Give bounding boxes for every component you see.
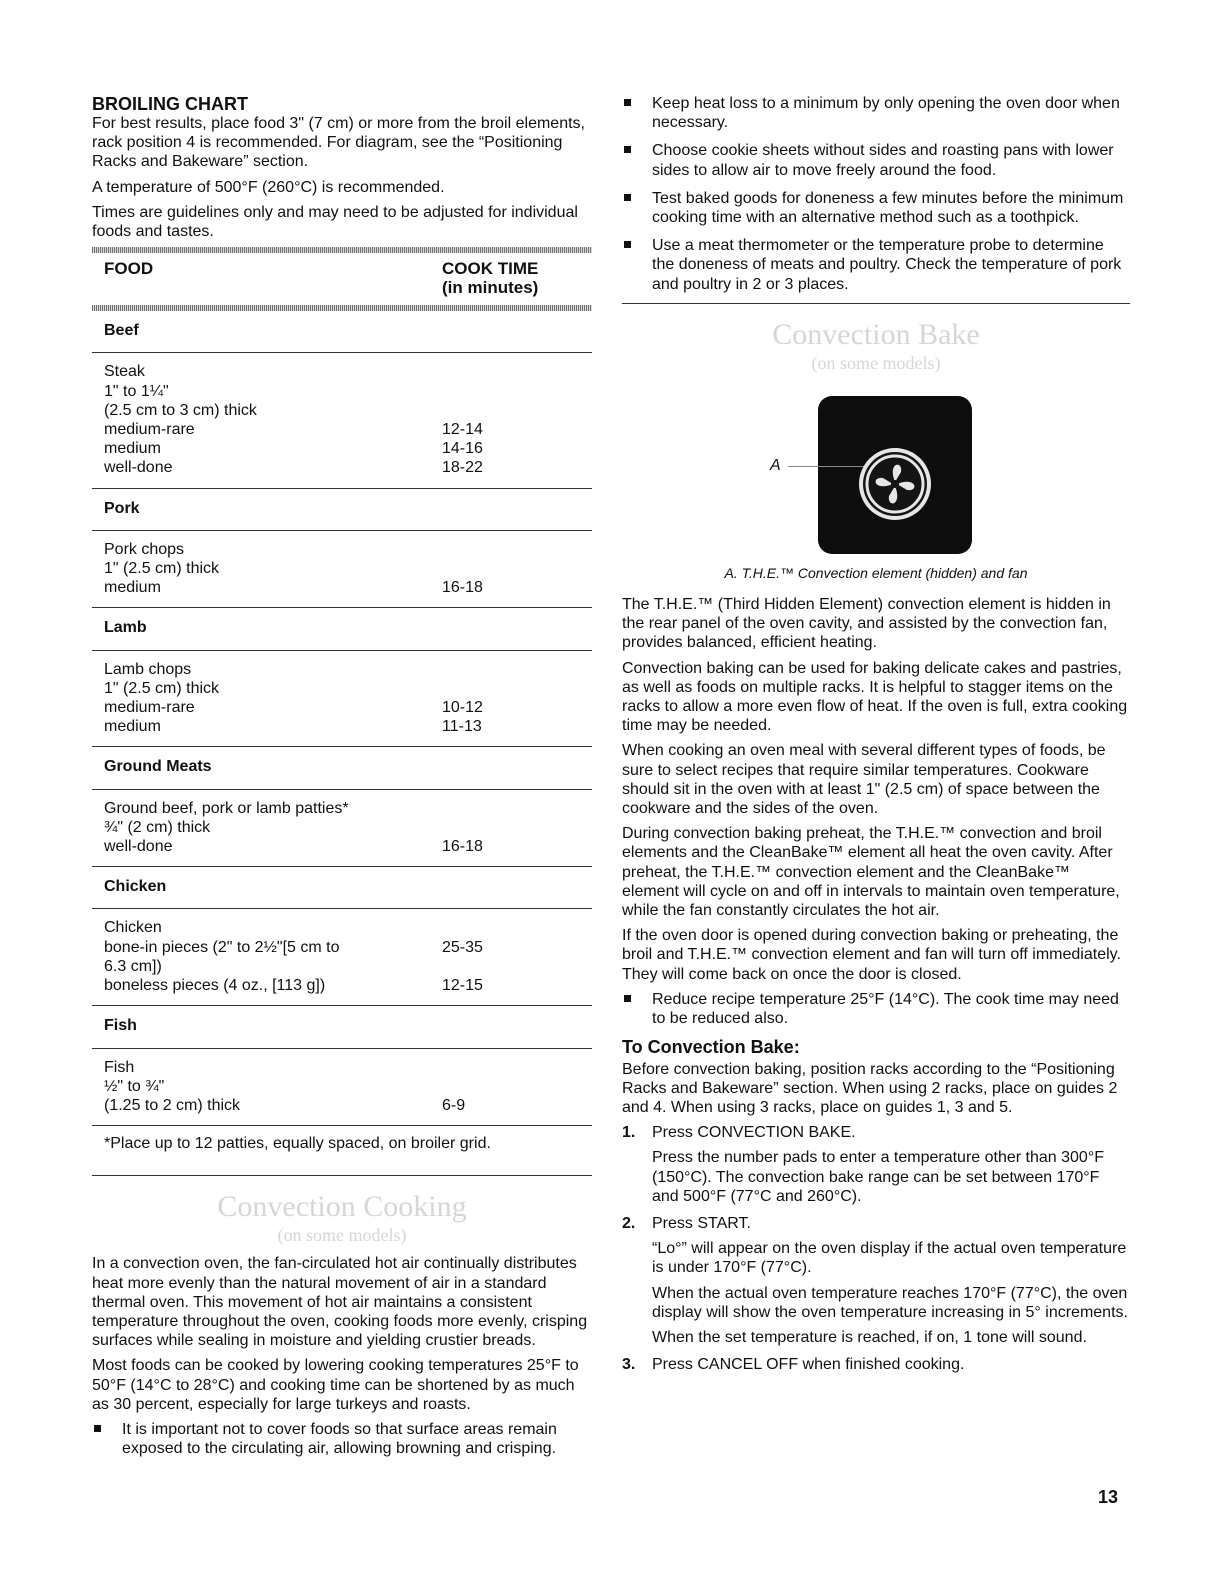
cook-time-cell: 6-9 bbox=[442, 1096, 466, 1114]
cook-time-cell: 12-14 bbox=[442, 421, 483, 439]
bullet-square-icon bbox=[624, 995, 631, 1002]
food-cell: medium bbox=[104, 579, 161, 597]
food-group-header: Pork bbox=[92, 489, 592, 531]
table-row bbox=[104, 540, 592, 559]
col-time-label: COOK TIME bbox=[442, 259, 539, 279]
table-row bbox=[104, 420, 592, 439]
bullet-text: Test baked goods for doneness a few minutes before the minimum cooking time with an alternative method such as a toothpick. bbox=[652, 189, 1124, 227]
step-text: Press CONVECTION BAKE. bbox=[652, 1124, 856, 1142]
cook-time-cell bbox=[442, 818, 592, 837]
food-cell: Steak bbox=[104, 363, 145, 381]
bullet-square-icon bbox=[624, 194, 631, 201]
food-group-body bbox=[92, 909, 592, 1006]
convection-bake-para-2: Convection baking can be used for baking delicate cakes and pastries, as well as foods on multiple racks. It is helpful to stagger items on the racks to allow a more even flow of heat. If the oven is full, extra cooking time may be needed. bbox=[622, 659, 1128, 735]
convection-cooking-subtitle: (on some models) bbox=[277, 1225, 407, 1246]
convection-bake-steps bbox=[622, 1123, 1130, 1374]
table-row bbox=[104, 679, 592, 698]
cook-time-cell bbox=[442, 401, 592, 420]
table-row bbox=[104, 1077, 592, 1096]
food-group-body bbox=[92, 353, 592, 488]
cook-time-cell: 12-15 bbox=[442, 977, 483, 995]
step-number: 3. bbox=[622, 1356, 636, 1374]
section-divider bbox=[622, 303, 1130, 304]
bullet-square-icon bbox=[624, 241, 631, 248]
cook-time-cell: 10-12 bbox=[442, 699, 483, 717]
step-detail-text: When the set temperature is reached, if on, 1 tone will sound. bbox=[652, 1328, 1087, 1346]
baking-tips-bullets bbox=[622, 94, 1130, 294]
cook-time-cell: 14-16 bbox=[442, 440, 483, 458]
list-item bbox=[622, 94, 1130, 132]
table-row bbox=[104, 401, 592, 420]
table-row bbox=[104, 559, 592, 578]
table-row bbox=[104, 717, 592, 736]
table-row bbox=[104, 1096, 592, 1115]
table-row bbox=[104, 837, 592, 856]
food-cell: ½" to ¾" bbox=[104, 1077, 165, 1095]
convection-bake-title: Convection Bake bbox=[772, 317, 980, 351]
bullet-text: It is important not to cover foods so that surface areas remain exposed to the circulating air, allowing browning and crisping. bbox=[122, 1420, 557, 1458]
table-row bbox=[104, 698, 592, 717]
food-group-header: Ground Meats bbox=[92, 747, 592, 789]
food-cell: 1" to 1¼" bbox=[104, 382, 169, 400]
table-row bbox=[104, 439, 592, 458]
food-group-body bbox=[92, 651, 592, 748]
right-column bbox=[622, 94, 1130, 1382]
step-item bbox=[622, 1214, 1130, 1347]
step-detail-text: Press the number pads to enter a temperature other than 300°F (150°C). The convection bake range can be set between 170°F and 500°F (77°C and 260°C). bbox=[652, 1149, 1104, 1205]
food-cell: boneless pieces (4 oz., [113 g]) bbox=[104, 977, 326, 995]
food-cell: (1.25 to 2 cm) thick bbox=[104, 1096, 241, 1114]
food-cell: medium-rare bbox=[104, 421, 195, 439]
convection-fan-icon bbox=[863, 452, 927, 516]
cook-time-cell: 16-18 bbox=[442, 579, 483, 597]
food-cell: medium bbox=[104, 440, 161, 458]
table-row bbox=[104, 362, 592, 381]
cook-time-cell bbox=[442, 362, 592, 381]
list-item bbox=[622, 189, 1130, 227]
food-group-header: Beef bbox=[92, 311, 592, 353]
bullet-text: Choose cookie sheets without sides and roasting pans with lower sides to allow air to move freely around the food. bbox=[652, 142, 1114, 179]
broiling-intro-3: Times are guidelines only and may need to be adjusted for individual foods and tastes. bbox=[92, 203, 578, 241]
food-cell: Chicken bbox=[104, 919, 162, 937]
food-cell: well-done bbox=[104, 838, 173, 856]
bullet-square-icon bbox=[624, 146, 631, 153]
convection-bake-subtitle: (on some models) bbox=[811, 352, 941, 373]
cook-time-cell bbox=[442, 382, 592, 401]
food-cell: (2.5 cm to 3 cm) thick bbox=[104, 401, 257, 419]
food-group-header: Fish bbox=[92, 1006, 592, 1048]
food-cell: Lamb chops bbox=[104, 660, 192, 678]
cook-time-cell bbox=[442, 799, 592, 818]
callout-leader-line bbox=[788, 466, 868, 467]
broiling-intro-1: For best results, place food 3" (7 cm) or more from the broil elements, rack position 4 is recommended. For diagram, see the “Positioning Racks and Bakeware” section. bbox=[92, 115, 585, 171]
table-row bbox=[104, 818, 592, 837]
step-text: Press CANCEL OFF when finished cooking. bbox=[652, 1356, 965, 1374]
cook-time-cell bbox=[442, 918, 592, 937]
convection-cooking-title: Convection Cooking bbox=[217, 1190, 467, 1224]
bullet-square-icon bbox=[624, 99, 631, 106]
col-time-header bbox=[442, 259, 538, 297]
broiling-intro-2: A temperature of 500°F (260°C) is recommended. bbox=[92, 178, 445, 196]
food-cell: 1" (2.5 cm) thick bbox=[104, 679, 220, 697]
broiling-table-body bbox=[92, 311, 592, 1126]
list-item bbox=[622, 236, 1130, 294]
callout-label-a: A bbox=[770, 456, 781, 474]
bullet-text: Keep heat loss to a minimum by only opening the oven door when necessary. bbox=[652, 95, 1120, 132]
convection-cooking-bullets bbox=[92, 1420, 592, 1458]
bullet-text: Use a meat thermometer or the temperature probe to determine the doneness of meats and poultry. Check the temperature of pork and poultry in 2 or 3 places. bbox=[652, 237, 1122, 293]
food-group-body bbox=[92, 1049, 592, 1127]
cook-time-cell bbox=[442, 1077, 592, 1096]
col-food-header: FOOD bbox=[104, 259, 154, 279]
cook-time-cell bbox=[442, 540, 592, 559]
cook-time-cell: 11-13 bbox=[442, 718, 482, 736]
convection-fan-figure bbox=[622, 382, 1130, 572]
food-cell: Pork chops bbox=[104, 540, 185, 558]
step-detail-text: “Lo°” will appear on the oven display if the actual oven temperature is under 170°F (77°C). bbox=[652, 1240, 1127, 1277]
step-text: Press START. bbox=[652, 1214, 751, 1232]
bullet-square-icon bbox=[94, 1425, 101, 1432]
table-row bbox=[104, 976, 592, 995]
bullet-text: Reduce recipe temperature 25°F (14°C). The cook time may need to be reduced also. bbox=[652, 990, 1119, 1028]
broiling-chart-title: BROILING CHART bbox=[92, 94, 248, 114]
convection-bake-para-3: When cooking an oven meal with several different types of foods, be sure to select recipes that require similar temperatures. Cookware should sit in the oven with at least 1" (2.5 cm) of space between the cookware and the sides of the oven. bbox=[622, 742, 1106, 818]
to-convection-bake-intro: Before convection baking, position racks according to the “Positioning Racks and Bakeware” section. When using 2 racks, place on guides 2 and 4. When using 3 racks, place on guides 1, 3 and 5. bbox=[622, 1060, 1118, 1116]
list-item bbox=[92, 1420, 592, 1458]
cook-time-cell bbox=[442, 679, 592, 698]
step-item bbox=[622, 1355, 1130, 1374]
table-row bbox=[104, 918, 592, 937]
food-cell: 1" (2.5 cm) thick bbox=[104, 560, 220, 578]
convection-bake-bullets bbox=[622, 990, 1130, 1028]
cook-time-cell: 25-35 bbox=[442, 938, 483, 956]
convection-bake-para-1: The T.H.E.™ (Third Hidden Element) convection element is hidden in the rear panel of the oven cavity, and assisted by the convection fan, provides balanced, efficient heating. bbox=[622, 596, 1111, 652]
page-number: 13 bbox=[1098, 1487, 1119, 1507]
food-cell: Fish bbox=[104, 1058, 135, 1076]
figure-caption: A. T.H.E.™ Convection element (hidden) and fan bbox=[724, 564, 1028, 581]
cook-time-cell bbox=[442, 957, 592, 976]
table-row bbox=[104, 382, 592, 401]
food-group-body bbox=[92, 790, 592, 868]
table-row bbox=[104, 458, 592, 477]
cook-time-cell bbox=[442, 1058, 592, 1077]
convection-cooking-para-2: Most foods can be cooked by lowering cooking temperatures 25°F to 50°F (14°C to 28°C) and cooking time can be shortened by as much as 30 percent, especially for large turkeys and roasts. bbox=[92, 1357, 579, 1413]
food-cell: medium-rare bbox=[104, 699, 195, 717]
cook-time-cell bbox=[442, 559, 592, 578]
food-cell: ¾" (2 cm) thick bbox=[104, 818, 211, 836]
cook-time-cell: 18-22 bbox=[442, 459, 483, 477]
step-number: 1. bbox=[622, 1124, 636, 1142]
cook-time-cell bbox=[442, 660, 592, 679]
food-cell: medium bbox=[104, 718, 161, 736]
food-group-header: Lamb bbox=[92, 608, 592, 650]
food-cell: 6.3 cm]) bbox=[104, 957, 162, 975]
list-item bbox=[622, 990, 1130, 1028]
convection-bake-para-4: During convection baking preheat, the T.H.E.™ convection and broil elements and the CleanBake™ element all heat the oven cavity. After preheat, the T.H.E.™ convection element and the CleanBake™ element will cycle on and off in intervals to maintain oven temperature, while the fan constantly circulates the hot air. bbox=[622, 825, 1120, 920]
step-item bbox=[622, 1123, 1130, 1206]
table-row bbox=[104, 1058, 592, 1077]
convection-bake-para-5: If the oven door is opened during convection baking or preheating, the broil and T.H.E.™ convection element and fan will turn off immediately. They will come back on once the door is closed. bbox=[622, 927, 1121, 983]
section-divider bbox=[92, 1175, 592, 1176]
food-cell: well-done bbox=[104, 459, 173, 477]
table-header bbox=[92, 253, 592, 301]
food-group-body bbox=[92, 531, 592, 609]
list-item bbox=[622, 141, 1130, 179]
table-row bbox=[104, 938, 592, 957]
table-row bbox=[104, 578, 592, 597]
to-convection-bake-heading: To Convection Bake: bbox=[622, 1037, 800, 1058]
left-column bbox=[92, 94, 592, 1467]
cook-time-cell: 16-18 bbox=[442, 838, 483, 856]
step-number: 2. bbox=[622, 1214, 636, 1232]
table-row bbox=[104, 799, 592, 818]
food-cell: bone-in pieces (2" to 2½"[5 cm to bbox=[104, 938, 340, 956]
col-time-sublabel: (in minutes) bbox=[442, 278, 539, 298]
table-row bbox=[104, 957, 592, 976]
convection-cooking-para-1: In a convection oven, the fan-circulated hot air continually distributes heat more evenly than the natural movement of air in a standard thermal oven. This movement of hot air maintains a consistent temperature throughout the oven, cooking foods more evenly, crisping surfaces while sealing in moisture and yielding crustier breads. bbox=[92, 1255, 588, 1350]
table-row bbox=[104, 660, 592, 679]
step-detail-text: When the actual oven temperature reaches 170°F (77°C), the oven display will show the oven temperature increasing in 5° increments. bbox=[652, 1284, 1128, 1321]
food-group-header: Chicken bbox=[92, 867, 592, 909]
food-cell: Ground beef, pork or lamb patties* bbox=[104, 799, 349, 817]
broiling-footnote: *Place up to 12 patties, equally spaced, on broiler grid. bbox=[104, 1135, 491, 1153]
